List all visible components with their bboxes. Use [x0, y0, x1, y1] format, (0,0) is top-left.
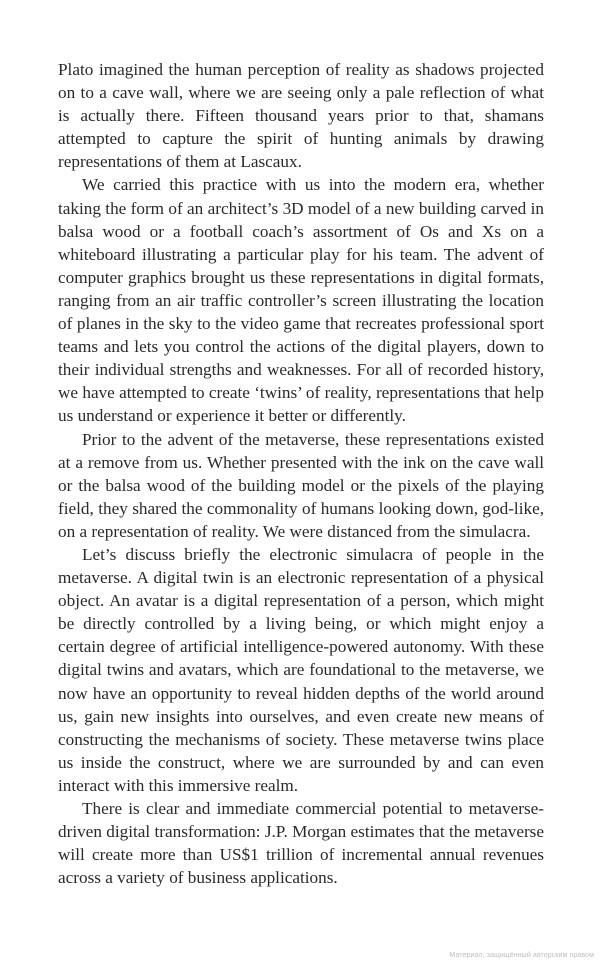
paragraph-before-metaverse: Prior to the advent of the metaverse, these representations existed at a remove from us. Whether presented with the ink on the cave wall or the balsa wood of the building model or the pixels of the playing field, they shared the commonality of humans looking down, god-like, on a representation of reality. We were distanced from the simulacra. [58, 429, 544, 541]
paragraph-modern-era: We carried this practice with us into the modern era, whether taking the form of an architect’s 3D model of a new building carved in balsa wood or a football coach’s assortment of Os and Xs on a whiteboard illustrating a particular play for his team. The advent of computer graphics brought us these representations in digital formats, ranging from an air traffic controller’s screen illustrating the location of planes in the sky to the video game that recreates professional sport teams and lets you control the actions of the digital players, down to their individual strengths and weaknesses. For all of recorded history, we have attempted to create ‘twins’ of reality, representations that help us understand or experience it better or differently. [58, 175, 544, 426]
document-page [58, 58, 544, 889]
paragraph-plato: Plato imagined the human perception of reality as shadows projected on to a cave wall, where we are seeing only a pale reflection of what is actually there. Fifteen thousand years prior to that, shamans attempted to capture the spirit of hunting animals by drawing representations of them at Lascaux. [58, 60, 544, 172]
copyright-watermark: Материал, защищённый авторским правом [449, 952, 594, 959]
paragraph-commercial-potential: There is clear and immediate commercial potential to metaverse-driven digital transformation: J.P. Morgan estimates that the metaverse will create more than US$1 trillion of incremental annual revenues across a variety of business applications. [58, 799, 544, 888]
paragraph-digital-twins: Let’s discuss briefly the electronic simulacra of people in the metaverse. A digital twin is an electronic representation of a physical object. An avatar is a digital representation of a person, which might be directly controlled by a living being, or which might enjoy a certain degree of artificial intelligence-powered autonomy. With these digital twins and avatars, which are foundational to the metaverse, we now have an opportunity to reveal hidden depths of the world around us, gain new insights into ourselves, and even create new means of constructing the mechanisms of society. These metaverse twins place us inside the construct, where we are surrounded by and can even interact with this immersive realm. [58, 544, 544, 795]
